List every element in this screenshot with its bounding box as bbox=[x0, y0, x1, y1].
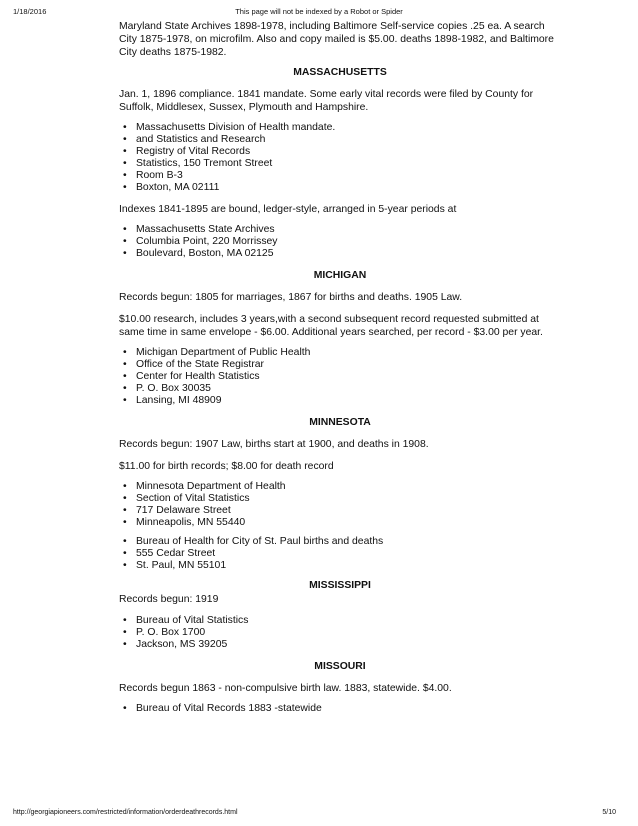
page-footer bbox=[0, 809, 638, 821]
print-date: 1/18/2016 bbox=[13, 7, 47, 16]
list-item: • Michigan Department of Public Health bbox=[119, 347, 561, 359]
list-item: • Boulevard, Boston, MA 02125 bbox=[119, 248, 561, 260]
michigan-heading: MICHIGAN bbox=[313, 270, 367, 281]
robot-notice: This page will not be indexed by a Robot or Spider bbox=[235, 7, 403, 16]
list-item: • Room B-3 bbox=[119, 170, 561, 182]
list-item: • Bureau of Vital Statistics bbox=[119, 615, 561, 627]
minnesota-fees: $11.00 for birth records; $8.00 for death record bbox=[119, 461, 334, 472]
list-item: • Boxton, MA 02111 bbox=[119, 182, 561, 194]
massachusetts-heading: MASSACHUSETTS bbox=[293, 67, 387, 78]
massachusetts-indexes: Indexes 1841-1895 are bound, ledger-style, arranged in 5-year periods at bbox=[119, 204, 457, 215]
list-item: • Statistics, 150 Tremont Street bbox=[119, 158, 561, 170]
list-item: • 717 Delaware Street bbox=[119, 505, 561, 517]
massachusetts-archives-list bbox=[119, 224, 561, 260]
list-item: • P. O. Box 30035 bbox=[119, 383, 561, 395]
list-item: • Office of the State Registrar bbox=[119, 359, 561, 371]
minnesota-address-list bbox=[119, 481, 561, 529]
massachusetts-address-list bbox=[119, 122, 561, 194]
list-item: • St. Paul, MN 55101 bbox=[119, 560, 561, 572]
minnesota-begun: Records begun: 1907 Law, births start at 1900, and deaths in 1908. bbox=[119, 439, 429, 450]
minnesota-heading: MINNESOTA bbox=[309, 417, 371, 428]
list-item: • Massachusetts State Archives bbox=[119, 224, 561, 236]
st-paul-address-list bbox=[119, 536, 561, 572]
missouri-address-list bbox=[119, 703, 561, 715]
list-item: • Lansing, MI 48909 bbox=[119, 395, 561, 407]
list-item: • Columbia Point, 220 Morrissey bbox=[119, 236, 561, 248]
list-item: • P. O. Box 1700 bbox=[119, 627, 561, 639]
mississippi-heading: MISSISSIPPI bbox=[309, 580, 371, 591]
list-item: • Section of Vital Statistics bbox=[119, 493, 561, 505]
list-item: • Minnesota Department of Health bbox=[119, 481, 561, 493]
mississippi-begun: Records begun: 1919 bbox=[119, 594, 219, 605]
list-item: • Registry of Vital Records bbox=[119, 146, 561, 158]
missouri-heading: MISSOURI bbox=[314, 661, 366, 672]
list-item: • 555 Cedar Street bbox=[119, 548, 561, 560]
list-item: • and Statistics and Research bbox=[119, 134, 561, 146]
list-item: • Jackson, MS 39205 bbox=[119, 639, 561, 651]
list-item: • Minneapolis, MN 55440 bbox=[119, 517, 561, 529]
list-item: • Bureau of Health for City of St. Paul births and deaths bbox=[119, 536, 561, 548]
source-url[interactable]: http://georgiapioneers.com/restricted/information/orderdeathrecords.html bbox=[13, 809, 238, 816]
michigan-begun: Records begun: 1805 for marriages, 1867 for births and deaths. 1905 Law. bbox=[119, 292, 463, 303]
list-item: • Center for Health Statistics bbox=[119, 371, 561, 383]
page-header bbox=[0, 7, 638, 19]
missouri-begun: Records begun 1863 - non-compulsive birth law. 1883, statewide. $4.00. bbox=[119, 683, 452, 694]
list-item: • Bureau of Vital Records 1883 -statewide bbox=[119, 703, 561, 715]
maryland-text: Maryland State Archives 1898-1978, including Baltimore Self-service copies .25 ea. A search City 1875-1978, on microfilm. Also and copy mailed is $5.00. deaths 1898-1982, and Baltimore City deaths 1875-1982. bbox=[119, 21, 554, 58]
michigan-fees: $10.00 research, includes 3 years,with a second subsequent record requested submitted at same time in same envelope - $6.00. Additional years searched, per record - $3.00 per year. bbox=[119, 314, 543, 338]
list-item: • Massachusetts Division of Health mandate. bbox=[119, 122, 561, 134]
mississippi-address-list bbox=[119, 615, 561, 651]
michigan-address-list bbox=[119, 347, 561, 407]
document-body bbox=[119, 20, 561, 715]
massachusetts-intro: Jan. 1, 1896 compliance. 1841 mandate. Some early vital records were filed by County for Suffolk, Middlesex, Sussex, Plymouth and Hampshire. bbox=[119, 89, 534, 113]
page-number: 5/10 bbox=[602, 809, 616, 816]
